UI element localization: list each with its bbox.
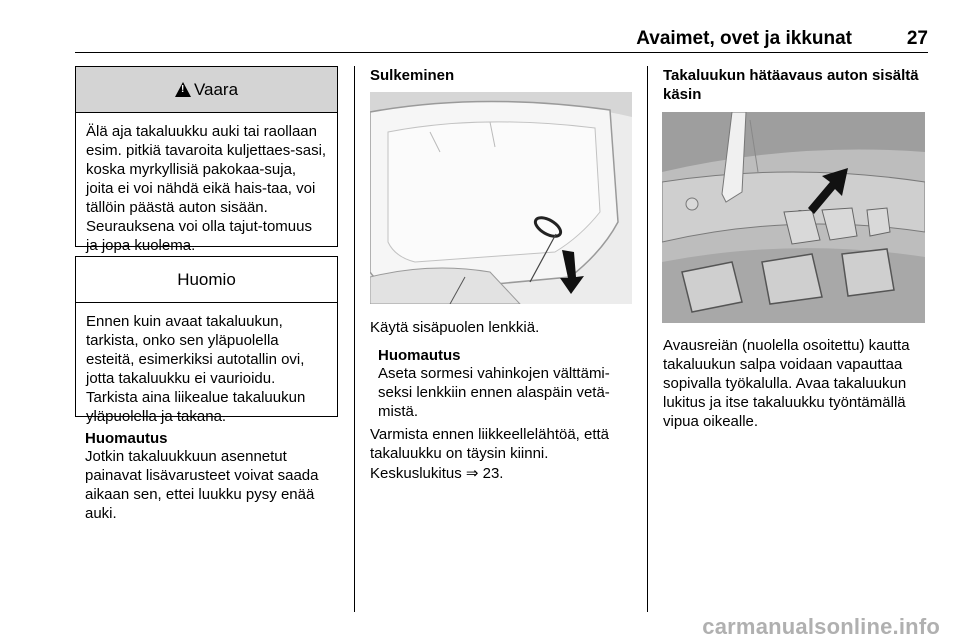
central-locking-link[interactable]: Keskuslukitus ⇒ 23. (370, 465, 504, 482)
note-title: Huomautus (85, 430, 168, 447)
warning-box (75, 66, 338, 254)
page-number: 27 (906, 28, 928, 49)
emergency-release-illustration (662, 112, 925, 323)
emergency-release-text: Avausreiän (nuolella osoitettu) kautta takaluukun salpa voidaan vapauttaa sopivalla työkalulla. Avaa takaluukun lukitus ja itse takaluukku työntämällä vipua oikealle. (663, 337, 910, 430)
note-text: Jotkin takaluukkuun asennetut painavat lisävarusteet voivat saada aikaan sen, ettei luukku pysy enää auki. (85, 448, 319, 522)
warning-title: Vaara (193, 79, 239, 99)
header-rule (75, 52, 928, 53)
tailgate-closing-illustration (370, 92, 632, 304)
caution-header (76, 257, 337, 303)
emergency-release-heading: Takaluukun hätäavaus auton sisältä käsin (663, 67, 919, 103)
watermark: carmanualsonline.info (702, 614, 940, 639)
closing-note-text: Aseta sormesi vahinkojen välttämi-seksi lenkkiin ennen alaspäin vetä-mistä. (378, 365, 610, 420)
section-title: Avaimet, ovet ja ikkunat (636, 28, 852, 49)
emergency-release-svg (662, 112, 925, 323)
warning-triangle-icon (175, 82, 191, 97)
caution-text: Ennen kuin avaat takaluukun, tarkista, onko sen yläpuolella esteitä, esimerkiksi autotallin ovi, jotta takaluukku ei vaurioidu. Tarkista aina liikealue takaluukun yläpuolella ja takana. (86, 313, 306, 425)
closing-instruction: Käytä sisäpuolen lenkkiä. (370, 319, 540, 336)
warning-text: Älä aja takaluukku auki tai raollaan esim. pitkiä tavaroita kuljettaes-sasi, koska myrkyllisiä pakokaa-suja, joita ei voi nähdä eikä hais-taa, voi tällöin päästä auton sisään. Seurauksena voi olla tajut-tomuus ja jopa kuolema. (86, 123, 327, 254)
caution-title: Huomio (177, 269, 236, 289)
closing-heading: Sulkeminen (370, 67, 455, 84)
column-divider (647, 66, 648, 612)
closing-paragraph: Varmista ennen liikkeellelähtöä, että takaluukku on täysin kiinni. (370, 426, 610, 462)
column-divider (354, 66, 355, 612)
tailgate-illustration-svg (370, 92, 632, 304)
page-header (75, 24, 928, 50)
closing-note-title: Huomautus (378, 347, 461, 364)
caution-box (75, 256, 338, 425)
warning-header (76, 67, 337, 113)
